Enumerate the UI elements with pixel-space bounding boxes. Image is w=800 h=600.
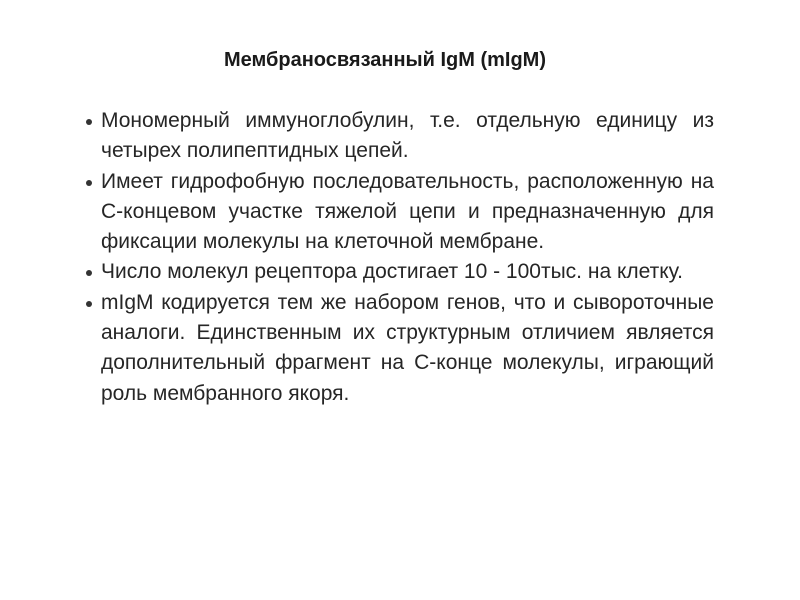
bullet-item-monomer: Мономерный иммуноглобулин, т.е. отдельную единицу из четырех полипептидных цепей. bbox=[70, 106, 714, 167]
bullet-item-genes: mIgM кодируется тем же набором генов, что и сывороточные аналоги. Единственным их структурным отличием является дополнительный фрагмент на С-конце молекулы, играющий роль мембранного якоря. bbox=[70, 288, 714, 409]
bullet-item-receptor-count: Число молекул рецептора достигает 10 - 100тыс. на клетку. bbox=[70, 257, 714, 287]
bullet-list bbox=[70, 106, 714, 409]
slide-title: Мембраносвязанный IgM (mIgM) bbox=[223, 49, 547, 71]
bullet-item-hydrophobic: Имеет гидрофобную последовательность, расположенную на С-концевом участке тяжелой цепи и предназначенную для фиксации молекулы на клеточной мембране. bbox=[70, 167, 714, 258]
